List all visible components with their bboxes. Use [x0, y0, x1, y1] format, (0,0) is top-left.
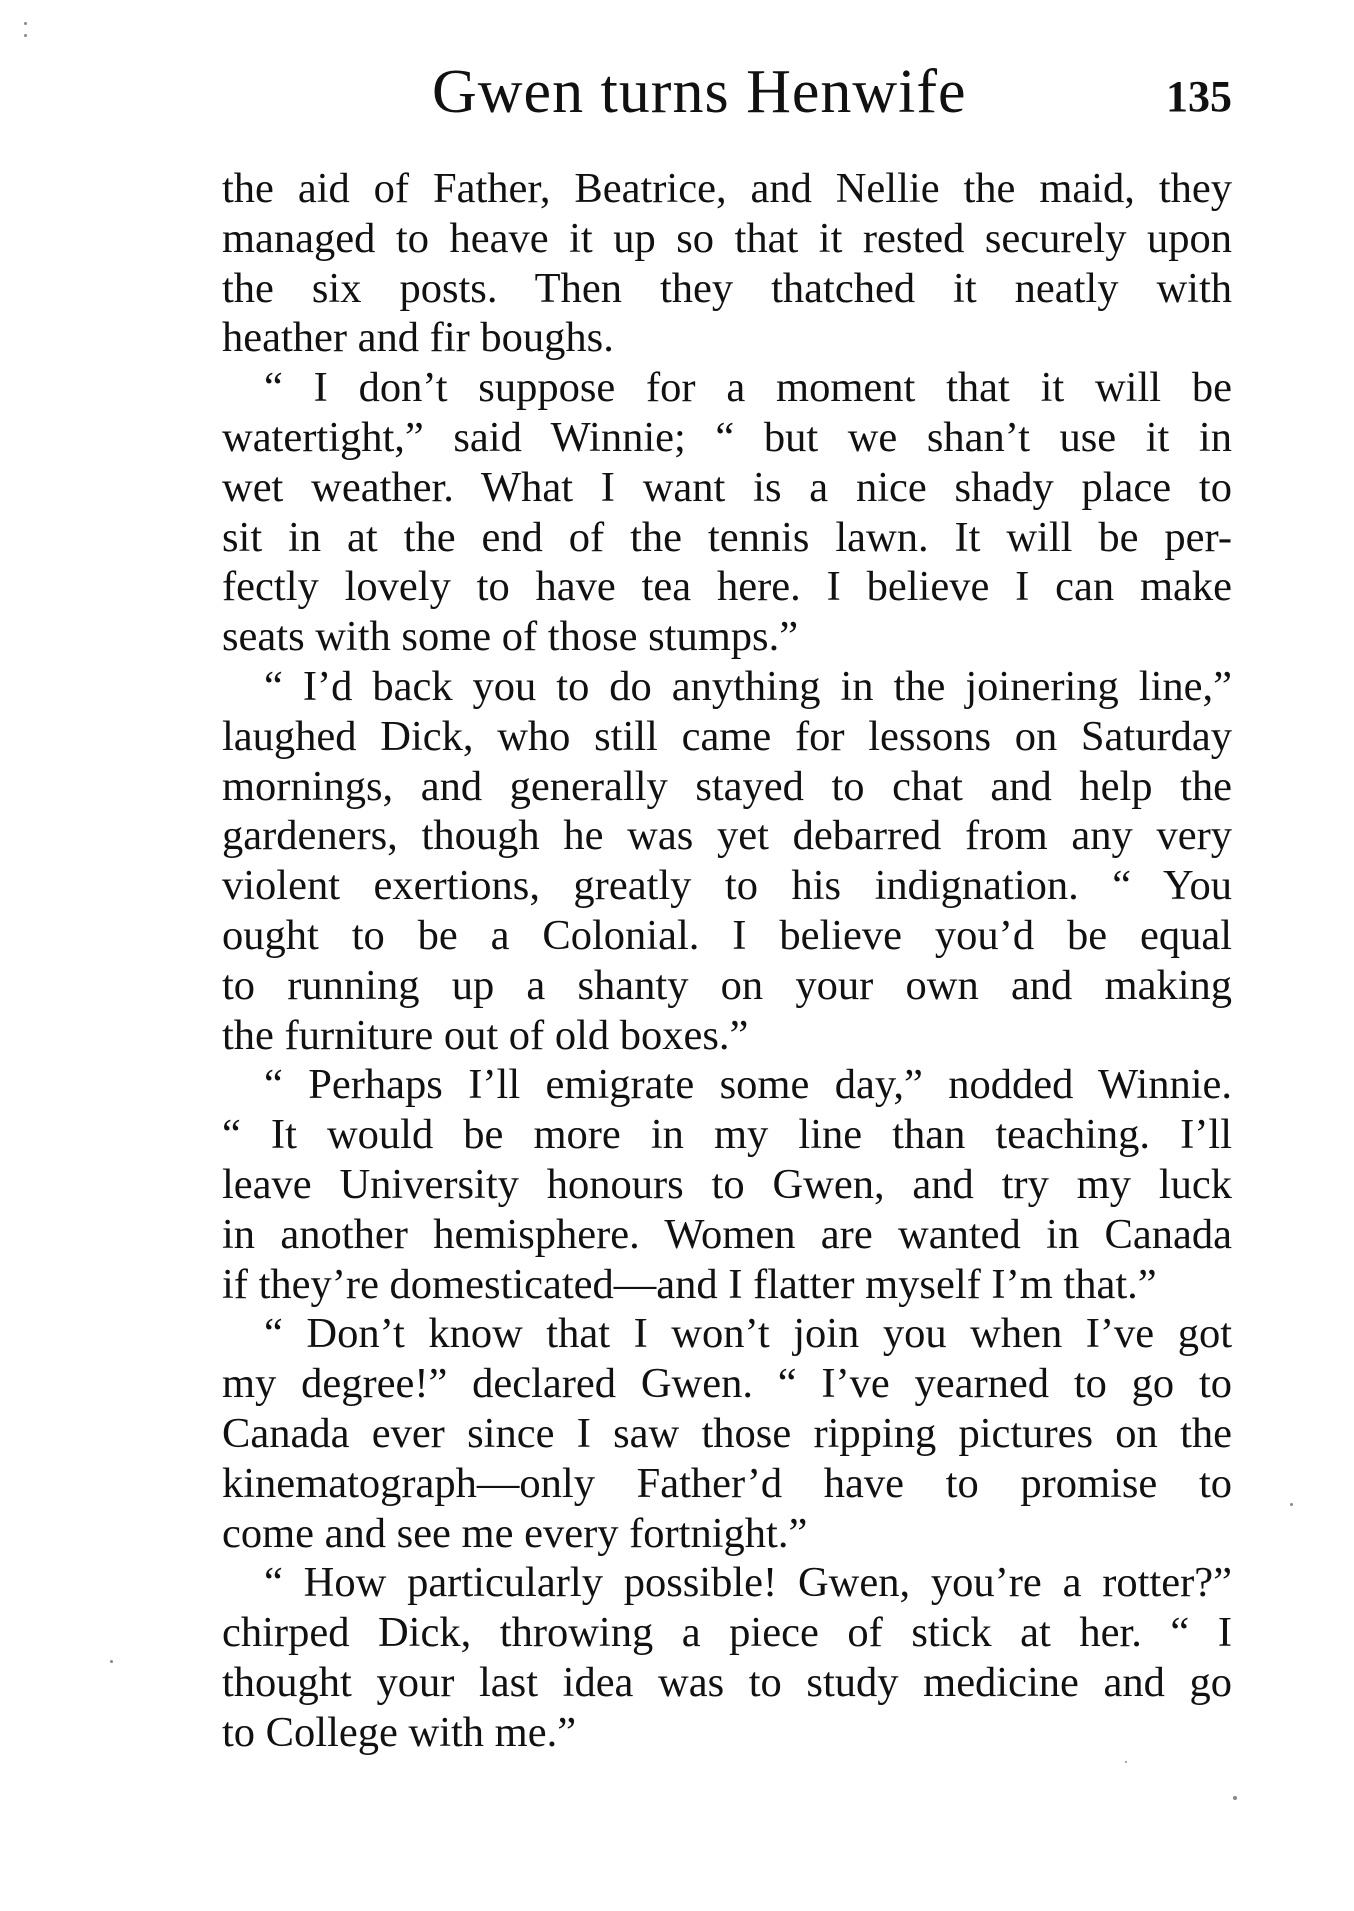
scan-speck — [24, 34, 27, 37]
paragraph — [222, 164, 1232, 363]
text-line: to College with me.” — [222, 1708, 577, 1756]
text-line: seats with some of those stumps.” — [222, 613, 799, 661]
running-head — [222, 52, 1232, 132]
text-line: Canada ever since I saw those ripping pictures on the — [222, 1409, 1232, 1457]
text-line: to running up a shanty on your own and making — [222, 961, 1232, 1009]
text-line: in another hemisphere. Women are wanted in Canada — [222, 1210, 1232, 1258]
text-line: heather and fir boughs. — [222, 314, 614, 362]
text-line: gardeners, though he was yet debarred from any very — [222, 812, 1232, 860]
text-line: the aid of Father, Beatrice, and Nellie the maid, they — [222, 165, 1232, 212]
paragraph — [222, 1060, 1232, 1309]
text-line: come and see me every fortnight.” — [222, 1509, 808, 1557]
text-line: managed to heave it up so that it rested securely upon — [222, 214, 1232, 262]
text-line: “ How particularly possible! Gwen, you’re a rotter?” — [264, 1559, 1232, 1607]
scan-speck — [1290, 1503, 1293, 1506]
scan-speck — [1125, 1761, 1127, 1763]
text-line: the furniture out of old boxes.” — [222, 1011, 749, 1059]
text-line: “ Perhaps I’ll emigrate some day,” nodded Winnie. — [264, 1061, 1232, 1109]
paragraph — [222, 662, 1232, 1060]
text-line: “ I don’t suppose for a moment that it will be — [264, 364, 1232, 412]
text-line: kinematograph—only Father’d have to promise to — [222, 1459, 1232, 1507]
text-line: “ Don’t know that I won’t join you when I’ve got — [264, 1310, 1232, 1358]
running-title: Gwen turns Henwife — [432, 58, 967, 126]
page-number: 135 — [1166, 72, 1232, 121]
scan-speck — [24, 22, 27, 25]
paragraph — [222, 363, 1232, 662]
text-line: sit in at the end of the tennis lawn. It will be per- — [222, 513, 1232, 561]
text-line: mornings, and generally stayed to chat and help the — [222, 762, 1232, 810]
scan-speck — [110, 1660, 113, 1663]
text-line: chirped Dick, throwing a piece of stick at her. “ I — [222, 1609, 1232, 1657]
text-line: violent exertions, greatly to his indignation. “ You — [222, 862, 1232, 910]
text-line: if they’re domesticated—and I flatter myself I’m that.” — [222, 1260, 1157, 1308]
text-line: “ I’d back you to do anything in the joinering line,” — [264, 662, 1232, 710]
text-line: wet weather. What I want is a nice shady place to — [222, 463, 1232, 511]
text-line: “ It would be more in my line than teaching. I’ll — [222, 1111, 1232, 1159]
paragraph — [222, 1309, 1232, 1558]
text-line: fectly lovely to have tea here. I believe I can make — [222, 563, 1232, 611]
paragraph — [222, 1558, 1232, 1757]
text-line: the six posts. Then they thatched it neatly with — [222, 264, 1232, 312]
text-line: thought your last idea was to study medicine and go — [222, 1658, 1232, 1706]
scan-speck — [1233, 1796, 1237, 1800]
text-line: my degree!” declared Gwen. “ I’ve yearned to go to — [222, 1360, 1232, 1408]
text-line: ought to be a Colonial. I believe you’d be equal — [222, 911, 1232, 959]
text-line: laughed Dick, who still came for lessons on Saturday — [222, 712, 1232, 760]
text-line: watertight,” said Winnie; “ but we shan’t use it in — [222, 413, 1232, 461]
text-line: leave University honours to Gwen, and try my luck — [222, 1160, 1232, 1208]
body-text — [222, 164, 1232, 1758]
